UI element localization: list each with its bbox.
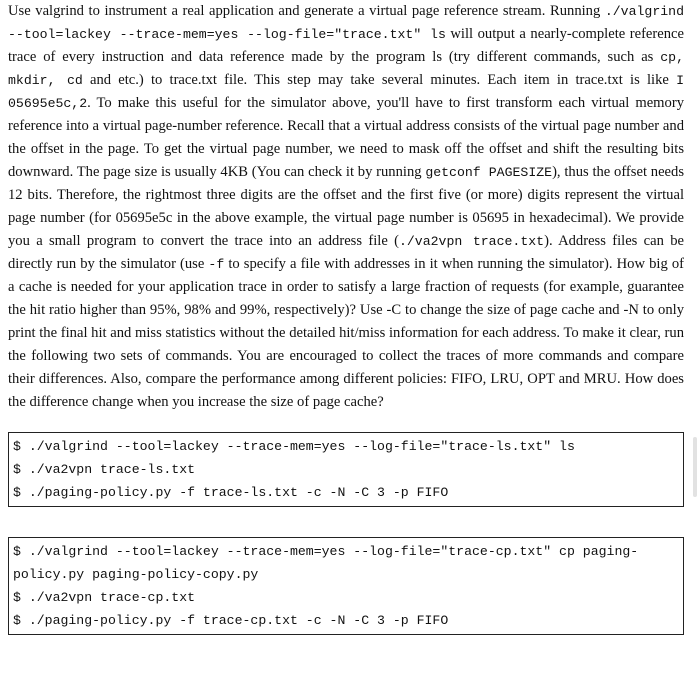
command-line: $ ./paging-policy.py -f trace-ls.txt -c -N -C 3 -p FIFO bbox=[13, 485, 449, 500]
inline-code: getconf PAGESIZE bbox=[425, 165, 553, 180]
paragraph-text: . To make this useful for the simulator above, you'll have to first transform each virtual memory reference into a virtual page-number reference. Recall that a virtual address consists of the virtual page number and the offset in the page. To get the virtual page number, we need to mask off the offset and shift the resulting bits downward. The page size is usually 4KB (You can check it by running bbox=[8, 95, 684, 180]
paragraph-text: Use valgrind to instrument a real application and generate a virtual page reference stream. Running bbox=[8, 3, 605, 19]
paragraph-text: ), thus the offset needs 12 bits. Therefore, the rightmost three digits are the offset and the first five (or more) digits represent the virtual page number (for 05695e5c in the above example, the virtual page number is 05695 in hexadecimal). We provide you a small program to convert the trace into an address file ( bbox=[8, 164, 685, 249]
command-line: $ ./va2vpn trace-ls.txt bbox=[13, 462, 196, 477]
inline-code: I 05695e5c,2 bbox=[8, 73, 684, 111]
paragraph-text: will output a nearly-complete reference trace of every instruction and data reference made by the program ls (try different commands, such as bbox=[8, 26, 685, 65]
inline-code: -f bbox=[208, 257, 225, 272]
paragraph-text: and etc.) to trace.txt file. This step may take several minutes. Each item in trace.txt is like bbox=[82, 72, 677, 88]
command-line: $ ./paging-policy.py -f trace-cp.txt -c -N -C 3 -p FIFO bbox=[13, 613, 449, 628]
scrollbar[interactable] bbox=[693, 437, 697, 497]
command-box-ls bbox=[8, 432, 684, 507]
inline-code: ./valgrind --tool=lackey --trace-mem=yes --log-file="trace.txt" ls bbox=[8, 4, 684, 42]
paragraph-text: to specify a file with addresses in it when running the simulator). How big of a cache is needed for your application trace in order to satisfy a large fraction of requests (for example, guarantee the hit ratio higher than 95%, 98% and 99%, respectively)? Use -C to change the size of page cache and -N to only print the final hit and miss statistics without the detailed hit/miss information for each address. To make it clear, run the following two sets of commands. You are encouraged to collect the traces of more commands and compare their differences. Also, compare the performance among different policies: FIFO, LRU, OPT and MRU. How does the difference change when you increase the size of page cache? bbox=[8, 256, 684, 410]
inline-code: ./va2vpn trace.txt bbox=[398, 234, 545, 249]
paragraph-text: ). Address files can be directly run by the simulator (use bbox=[8, 233, 684, 272]
inline-code: cp, mkdir, cd bbox=[8, 50, 684, 88]
command-line: $ ./valgrind --tool=lackey --trace-mem=yes --log-file="trace-cp.txt" cp paging-policy.py paging-policy-copy.py bbox=[13, 544, 639, 582]
command-line: $ ./va2vpn trace-cp.txt bbox=[13, 590, 196, 605]
command-box-cp bbox=[8, 537, 684, 635]
instructions-paragraph bbox=[8, 0, 684, 414]
document-page bbox=[8, 0, 684, 635]
command-line: $ ./valgrind --tool=lackey --trace-mem=yes --log-file="trace-ls.txt" ls bbox=[13, 439, 575, 454]
